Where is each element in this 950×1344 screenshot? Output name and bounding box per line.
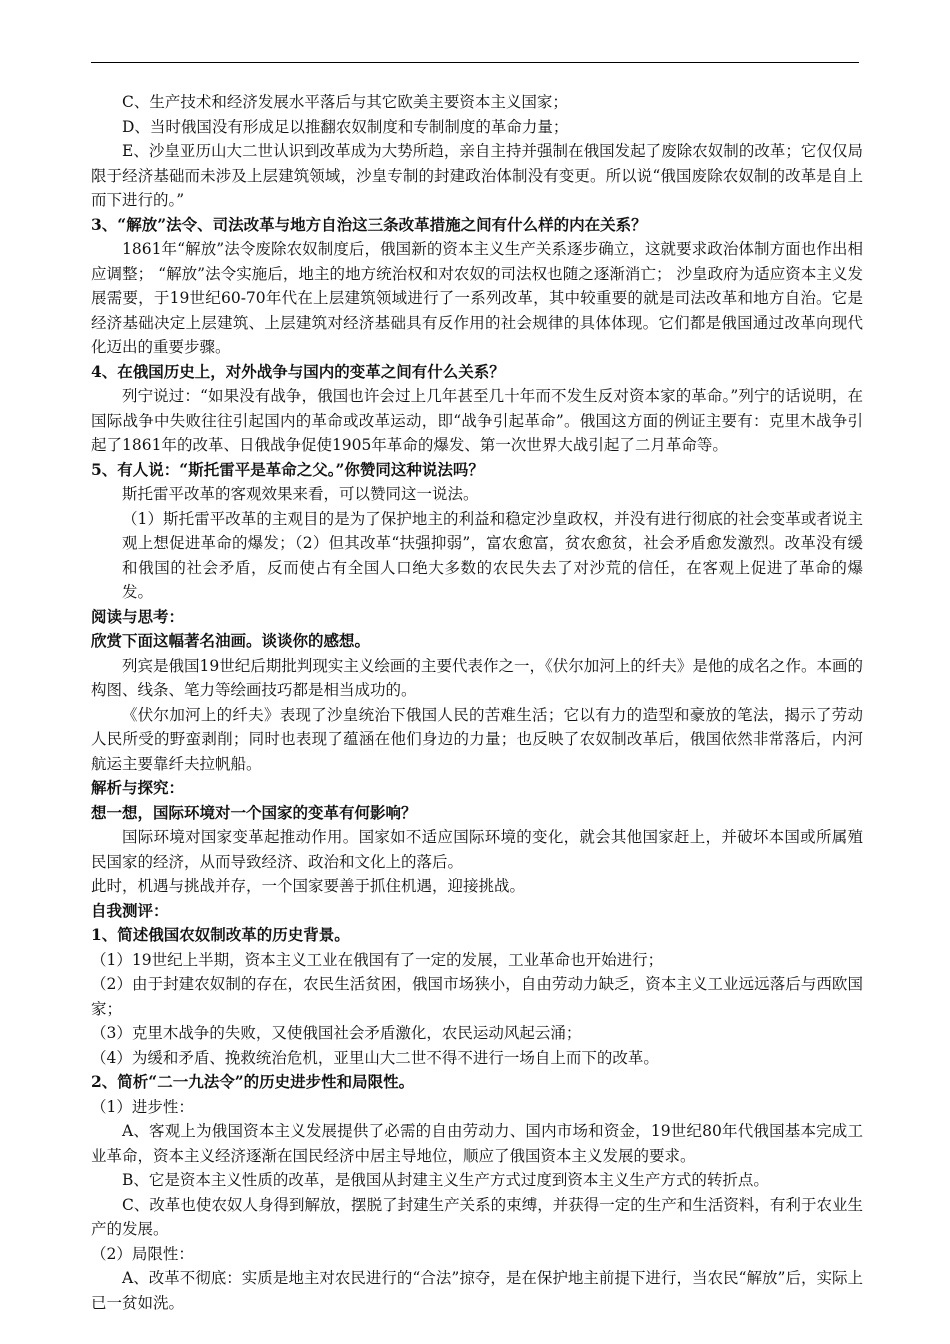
- selftest-q2-limit-item: A、改革不彻底：实质是地主对农民进行的“合法”掠夺，是在保护地主前提下进行，当农民“解放”后，实际上已一贫如洗。: [91, 1269, 863, 1312]
- document-body: [91, 90, 863, 1315]
- selftest-q1-item: （2）由于封建农奴制的存在，农民生活贫困，俄国市场狭小，自由劳动力缺乏，资本主义工业远远落后与西欧国家；: [91, 975, 863, 1018]
- question-5-answer-detail: （1）斯托雷平改革的主观目的是为了保护地主的利益和稳定沙皇政权，并没有进行彻底的社会变革或者说主观上想促进革命的爆发；（2）但其改革“扶强抑弱”，富农愈富，贫农愈贫，社会矛盾愈发激烈。改革没有缓和俄国的社会矛盾，反而使占有全国人口绝大多数的农民失去了对沙荒的信任，在客观上促进了革命的爆发。: [122, 509, 863, 601]
- selftest-q2-title: 2、简析“二一九法令”的历史进步性和局限性。: [91, 1072, 415, 1091]
- selftest-q1-item: （4）为缓和矛盾、挽救统治危机，亚里山大二世不得不进行一场自上而下的改革。: [91, 1048, 659, 1067]
- analysis-heading: 解析与探究：: [91, 778, 185, 797]
- selftest-q1-item: （3）克里木战争的失败，又使俄国社会矛盾激化，农民运动风起云涌；: [91, 1024, 582, 1042]
- analysis-paragraph-1: 国际环境对国家变革起推动作用。国家如不适应国际环境的变化，就会其他国家赶上，并破坏本国或所属殖民国家的经济，从而导致经济、政治和文化上的落后。: [91, 828, 863, 871]
- reading-title: 欣赏下面这幅著名油画。谈谈你的感想。: [91, 631, 371, 650]
- question-4-title: 4、在俄国历史上，对外战争与国内的变革之间有什么关系？: [91, 361, 505, 381]
- header-rule: [91, 62, 859, 63]
- selftest-q2-limit-label: （2）局限性：: [91, 1244, 194, 1263]
- paragraph-e: E、沙皇亚历山大二世认识到改革成为大势所趋，亲自主持并强制在俄国发起了废除农奴制的改革；它仅仅局限于经济基础而未涉及上层建筑领域，沙皇专制的封建政治体制没有变更。所以说“俄国废除农奴制的改革是自上而下进行的。”: [91, 142, 863, 209]
- selftest-q1-item: （1）19世纪上半期，资本主义工业在俄国有了一定的发展，工业革命也开始进行；: [91, 950, 664, 969]
- selftest-q2-progress-label: （1）进步性：: [91, 1097, 194, 1116]
- paragraph-d: D、当时俄国没有形成足以推翻农奴制度和专制制度的革命力量；: [122, 117, 569, 136]
- selftest-q1-title: 1、简述俄国农奴制改革的历史背景。: [91, 925, 350, 944]
- reading-heading: 阅读与思考：: [91, 606, 185, 626]
- question-3-answer: 1861年“解放”法令废除农奴制度后，俄国新的资本主义生产关系逐步确立，这就要求政治体制方面也作出相应调整； “解放”法令实施后，地主的地方统治权和对农奴的司法权也随之逐渐消亡； 沙皇政府为适应资本主义发展需要，于19世纪60-70年代在上层建筑领域进行了一系列改革，其中较重要的就是司法改革和地方自治。它是经济基础决定上层建筑、上层建筑对经济基础具有反作用的社会规律的具体体现。它们都是俄国通过改革向现代化迈出的重要步骤。: [91, 240, 863, 356]
- reading-paragraph-1: 列宾是俄国19世纪后期批判现实主义绘画的主要代表作之一，《伏尔加河上的纤夫》是他的成名之作。本画的构图、线条、笔力等绘画技巧都是相当成功的。: [91, 656, 863, 699]
- selftest-q2-progress-item: C、改革也使农奴人身得到解放，摆脱了封建生产关系的束缚，并获得一定的生产和生活资料，有利于农业生产的发展。: [91, 1195, 863, 1238]
- question-3-title: 3、“解放”法令、司法改革与地方自治这三条改革措施之间有什么样的内在关系？: [91, 214, 647, 234]
- selftest-q2-progress-item: B、它是资本主义性质的改革，是俄国从封建主义生产方式过度到资本主义生产方式的转折点。: [122, 1171, 769, 1189]
- question-5-title: 5、有人说：“斯托雷平是革命之父。”你赞同这种说法吗？: [91, 459, 484, 479]
- analysis-title: 想一想，国际环境对一个国家的变革有何影响？: [91, 802, 417, 822]
- question-4-answer: 列宁说过：“如果没有战争，俄国也许会过上几年甚至几十年而不发生反对资本家的革命。”列宁的话说明，在国际战争中失败往往引起国内的革命或改革运动，即“战争引起革命”。俄国这方面的例证主要有：克里木战争引起了1861年的改革、日俄战争促使1905年革命的爆发、第一次世界大战引起了二月革命等。: [91, 387, 863, 454]
- reading-paragraph-2: 《伏尔加河上的纤夫》表现了沙皇统治下俄国人民的苦难生活；它以有力的造型和豪放的笔法，揭示了劳动人民所受的野蛮剥削；同时也表现了蕴涵在他们身边的力量；也反映了农奴制改革后，俄国依然非常落后，内河航运主要靠纤夫拉帆船。: [91, 705, 863, 773]
- question-5-answer-intro: 斯托雷平改革的客观效果来看，可以赞同这一说法。: [122, 485, 479, 503]
- analysis-paragraph-2: 此时，机遇与挑战并存，一个国家要善于抓住机遇，迎接挑战。: [91, 877, 526, 895]
- selftest-q2-progress-item: A、客观上为俄国资本主义发展提供了必需的自由劳动力、国内市场和资金，19世纪80年代俄国基本完成工业革命，资本主义经济逐渐在国民经济中居主导地位，顺应了俄国资本主义发展的要求。: [91, 1122, 863, 1165]
- paragraph-c: C、生产技术和经济发展水平落后与其它欧美主要资本主义国家；: [122, 93, 568, 111]
- selftest-heading: 自我测评：: [91, 900, 169, 920]
